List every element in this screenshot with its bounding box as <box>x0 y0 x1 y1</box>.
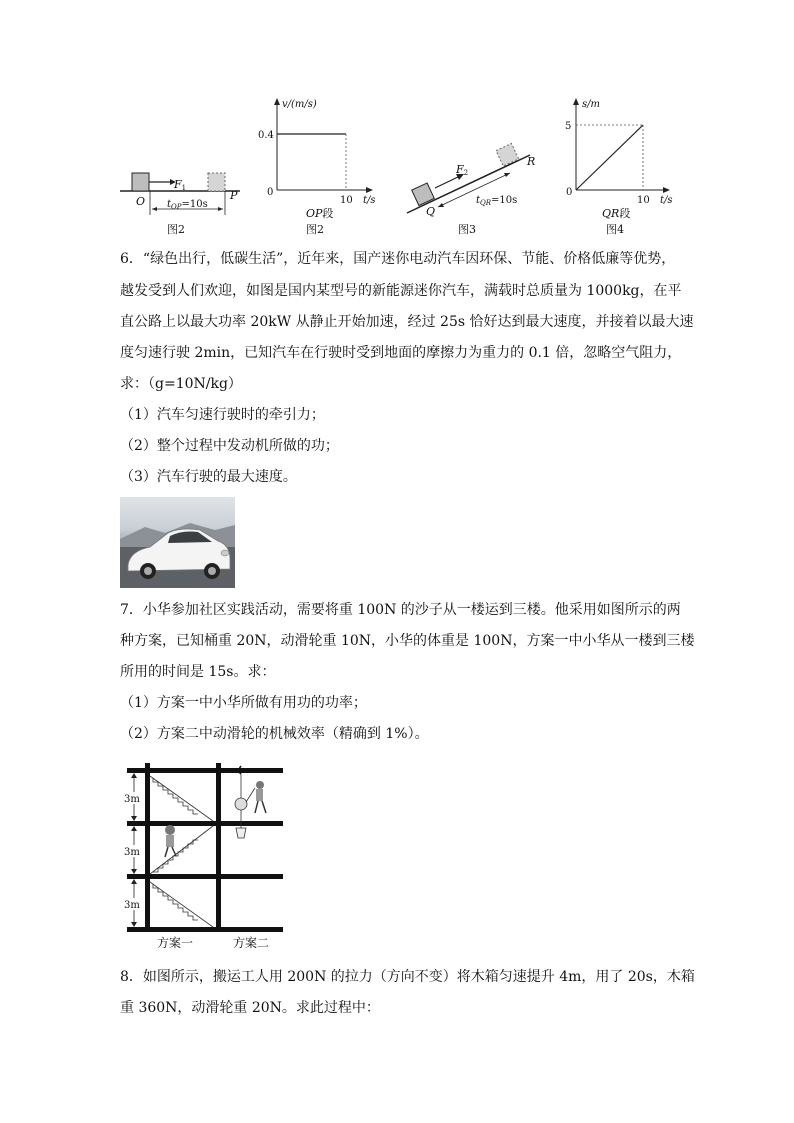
height-label-2: 3m <box>124 847 140 858</box>
bucket-icon <box>236 828 246 838</box>
fig-c-label-q: Q <box>426 205 436 218</box>
q6-sub-2: （2）整个过程中发动机所做的功； <box>120 438 339 454</box>
fig-a-block-diagram <box>120 173 240 236</box>
q6-line-2: 越发受到人们欢迎，如图是国内某型号的新能源迷你汽车，满载时总质量为 1000kg，在平 <box>120 283 682 299</box>
height-label-3: 3m <box>124 900 140 911</box>
q8-line-1: 8．如图所示，搬运工人用 200N 的拉力（方向不变）将木箱匀速提升 4m，用了 20s，木箱 <box>120 969 695 985</box>
svg-text:tOP=10s <box>167 199 208 211</box>
fig-d-seg: QR <box>602 207 620 220</box>
fig-c-t-label: t <box>476 195 481 206</box>
q6-line-5: 求：（g=10N/kg） <box>120 376 242 392</box>
fig-d-y-tick: 5 <box>565 121 572 132</box>
svg-text:QR段 <box>602 207 630 220</box>
car-photo <box>120 497 235 588</box>
q6-line-4: 度匀速行驶 2min，已知汽车在行驶时受到地面的摩擦力为重力的 0.1 倍，忽略空气阻力， <box>120 345 682 361</box>
building-diagram <box>115 758 295 953</box>
fig-a-label-f1: F <box>174 178 182 191</box>
fig-b-vt-graph <box>258 98 376 236</box>
q6-line-3: 直公路上以最大功率 20kW 从静止开始加速，经过 25s 恰好达到最大速度，并接着以最大速 <box>120 314 694 330</box>
figures-top <box>110 95 690 240</box>
q6-line-1: 6．“绿色出行，低碳生活”，近年来，国产迷你电动汽车因环保、节能、价格低廉等优势， <box>120 251 676 267</box>
plan-two-label: 方案二 <box>233 936 270 950</box>
fig-b-caption: 图2 <box>306 223 324 236</box>
q7-line-2: 种方案，已知桶重 20N，动滑轮重 10N，小华的体重是 100N，方案一中小华从一楼到三楼 <box>120 633 695 649</box>
q8-line-2: 重 360N，动滑轮重 20N。求此过程中： <box>120 1000 380 1016</box>
plan-one-label: 方案一 <box>157 936 194 950</box>
fig-a-label-o: O <box>136 195 146 208</box>
car-image <box>120 497 235 588</box>
fig-c-t-sub: QR <box>480 199 492 207</box>
fig-d-origin: 0 <box>566 187 573 198</box>
fig-c-t-value: =10s <box>491 195 518 206</box>
fig-c-caption: 图3 <box>458 223 476 236</box>
fig-d-seg-suffix: 段 <box>619 207 631 220</box>
fig-c-label-f2-sub: 2 <box>463 169 469 177</box>
fig-d-st-graph <box>565 98 673 236</box>
fig-c-label-r: R <box>527 155 536 168</box>
fig-a-t-sub: OP <box>171 203 182 211</box>
q6-sub-1: （1）汽车匀速行驶时的牵引力； <box>120 407 325 423</box>
fig-d-caption: 图4 <box>606 223 624 236</box>
fig-a-t-value: =10s <box>181 199 208 210</box>
q7-line-3: 所用的时间是 15s。求： <box>120 664 276 680</box>
fig-c-incline-diagram <box>407 143 535 236</box>
fig-b-y-tick: 0.4 <box>258 130 274 141</box>
svg-text:F1 <box>173 178 186 192</box>
fig-b-origin: 0 <box>267 187 274 198</box>
fig-d-x-tick: 10 <box>637 195 650 206</box>
person-plan-one <box>165 825 176 857</box>
fig-b-x-tick: 10 <box>340 195 353 206</box>
q7-sub-2: （2）方案二中动滑轮的机械效率（精确到 1%）。 <box>120 726 429 742</box>
fig-b-seg-suffix: 段 <box>322 207 334 220</box>
fig-d-x-axis-label: t/s <box>660 195 673 206</box>
svg-text:OP段 <box>306 207 333 220</box>
height-label-1: 3m <box>124 794 140 805</box>
fig-b-x-axis-label: t/s <box>363 195 376 206</box>
fig-d-y-axis-label: s/m <box>582 99 600 110</box>
q7-line-1: 7．小华参加社区实践活动，需要将重 100N 的沙子从一楼运到三楼。他采用如图所示的两 <box>120 602 681 618</box>
fig-a-caption: 图2 <box>167 223 185 236</box>
fig-a-t-label: t <box>167 199 172 210</box>
svg-text:tQR=10s <box>476 195 517 207</box>
fig-a-label-f1-sub: 1 <box>181 184 187 192</box>
fig-a-label-p: P <box>230 189 238 202</box>
fig-b-seg: OP <box>306 207 323 220</box>
pulley-icon <box>235 798 247 810</box>
person-plan-two <box>255 781 266 813</box>
fig-c-label-f2: F <box>456 163 464 176</box>
q7-sub-1: （1）方案一中小华所做有用功的功率； <box>120 695 367 711</box>
fig-b-y-axis-label: v/(m/s) <box>282 99 317 110</box>
q6-sub-3: （3）汽车行驶的最大速度。 <box>120 469 297 485</box>
svg-text:F2 <box>455 163 468 177</box>
